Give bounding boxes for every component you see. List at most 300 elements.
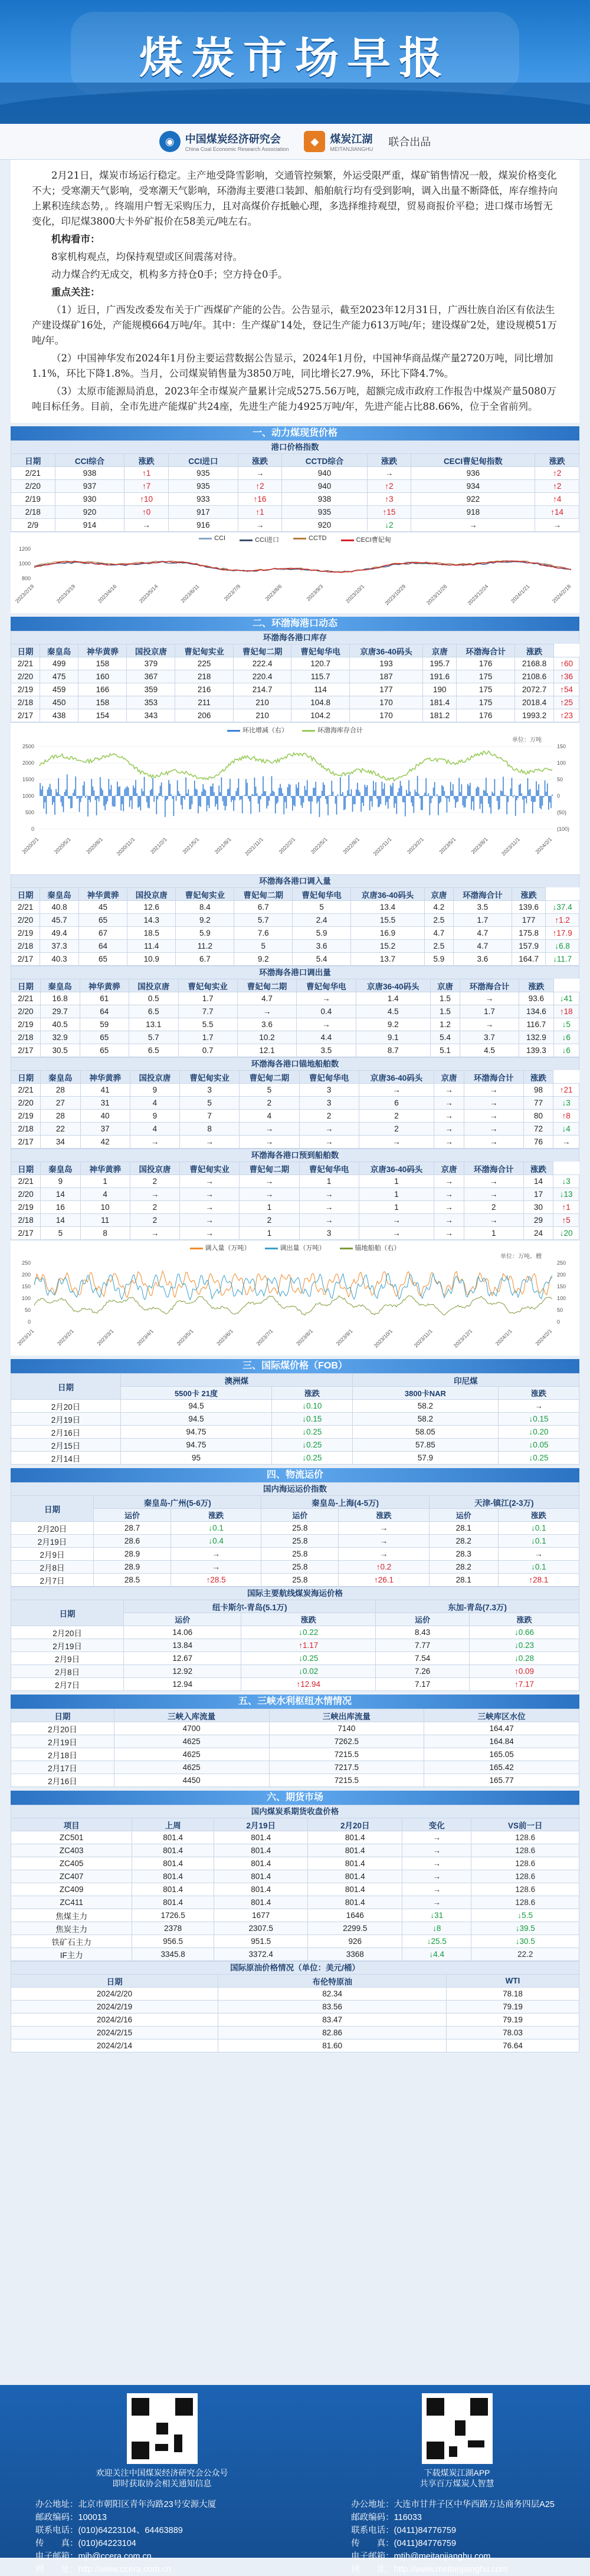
x-tick-label: 2020/2/1 xyxy=(21,836,40,856)
table-cell: 195.7 xyxy=(423,657,457,670)
table-row xyxy=(11,1561,579,1574)
y-tick-label: 1200 xyxy=(18,546,31,552)
col-header: 国投京唐 xyxy=(130,1071,179,1084)
col: 5500卡 21度 xyxy=(121,1387,272,1400)
legend-item xyxy=(341,535,391,544)
table-cell: ↓0.66 xyxy=(469,1626,579,1639)
table-cell: 1.5 xyxy=(431,992,460,1005)
table-cell: 76.64 xyxy=(447,2039,579,2052)
table-cell: 4.7 xyxy=(454,940,512,953)
y-tick-label: 0 xyxy=(557,1319,560,1325)
table-cell: 18.5 xyxy=(127,927,176,940)
table-cell: 12.6 xyxy=(127,901,176,914)
col-header: 曹妃甸二期 xyxy=(240,1071,299,1084)
table-cell: 801.4 xyxy=(214,1831,308,1844)
table-cell: 9.2 xyxy=(176,914,234,927)
table-cell: 3.6 xyxy=(237,1018,296,1031)
x-tick-label: 2023/11/26 xyxy=(425,583,448,606)
chart-legend xyxy=(11,532,579,544)
table-cell: 37.3 xyxy=(40,940,79,953)
x-tick-label: 2022/5/1 xyxy=(309,836,329,856)
table-row xyxy=(11,1574,579,1587)
col-date: 日期 xyxy=(11,1374,121,1400)
col-header: 涨跌 xyxy=(523,1071,553,1084)
table-cell: 28.7 xyxy=(94,1522,171,1535)
table-cell: 1726.5 xyxy=(132,1909,214,1922)
col-header: 涨跌 xyxy=(238,454,282,467)
y-tick-label: 50 xyxy=(24,1307,31,1313)
x-tick-label: 2023/10/1 xyxy=(345,583,366,604)
table-cell: ↓0.1 xyxy=(498,1561,579,1574)
table-cell: 16 xyxy=(41,1201,80,1214)
table-cell: 2月20日 xyxy=(11,1626,124,1639)
table-cell: → xyxy=(237,1005,296,1018)
table-cell: 2/19 xyxy=(11,1018,41,1031)
section-intl-price xyxy=(11,1359,579,1465)
table-cell: 2 xyxy=(359,1123,434,1136)
table-cell: 4 xyxy=(130,1123,179,1136)
table-cell: ↑1.17 xyxy=(241,1639,376,1652)
table-cell: 951.5 xyxy=(214,1935,308,1948)
table-cell: → xyxy=(299,1201,359,1214)
table-cell: 2.5 xyxy=(424,914,453,927)
col-header: 环渤海合计 xyxy=(460,979,519,992)
table-cell: 2月8日 xyxy=(11,1561,94,1574)
summary-h1: 机构看市： xyxy=(51,233,100,245)
table-cell: → xyxy=(299,1188,359,1201)
contact-line: 办公地址：北京市朝阳区青年沟路23号安源大厦 xyxy=(35,2500,217,2509)
legend-item xyxy=(227,725,288,735)
y-tick-label: 100 xyxy=(557,1295,566,1301)
table-cell: 40.3 xyxy=(40,953,79,966)
qr-code-icon[interactable] xyxy=(127,2393,198,2464)
table-cell: 177 xyxy=(512,914,545,927)
table-cell: 937 xyxy=(55,480,124,493)
table-cell: ↓4 xyxy=(553,1123,579,1136)
table-cell: 177 xyxy=(349,683,422,696)
legend-label: CCTD xyxy=(309,535,327,542)
table-cell: ↑14 xyxy=(535,506,579,519)
x-tick-label: 2023/12/24 xyxy=(466,583,490,607)
table-cell: 170 xyxy=(349,696,422,709)
table-cell: 166 xyxy=(78,683,127,696)
summary-p6: （3）太原市能源局消息，2023年全市煤炭产量累计完成5275.56万吨，超额完成市政府工作报告中煤炭产量5080万吨目标任务。目前，全市先进产能煤矿共24座，先进生产能力4925万吨/年，先进产能占比88.66%，位于全省前列。 xyxy=(32,386,556,412)
table-cell: → xyxy=(434,1084,464,1097)
col-header: 涨跌 xyxy=(519,979,553,992)
banner-band xyxy=(0,83,590,124)
ccera-emblem-icon: ◉ xyxy=(159,131,181,152)
col-header: 秦皇岛 xyxy=(41,1162,80,1175)
table-cell: → xyxy=(297,1018,356,1031)
table-cell: 3 xyxy=(180,1084,240,1097)
table-cell: ↓0.15 xyxy=(271,1413,352,1426)
legend-swatch xyxy=(293,538,306,539)
x-tick-label: 2023/8/1 xyxy=(295,1328,314,1347)
table-cell: 2/19 xyxy=(11,493,55,506)
table-cell: 1 xyxy=(359,1188,434,1201)
table-cell: 80 xyxy=(523,1110,553,1123)
table-row xyxy=(11,1227,579,1240)
table-cell: 2/19 xyxy=(11,927,40,940)
col-header: 三峡库区水位 xyxy=(424,1709,579,1722)
x-tick-label: 2024/2/18 xyxy=(551,583,572,604)
table-cell: 214.7 xyxy=(233,683,291,696)
table-cell: ↑0.09 xyxy=(469,1665,579,1678)
table-cell: 438 xyxy=(40,709,78,722)
table-cell: 79.19 xyxy=(447,2001,579,2014)
table-row xyxy=(11,493,579,506)
legend-item xyxy=(199,535,225,544)
table-cell: 191.6 xyxy=(423,670,457,683)
table-cell: ↑26.1 xyxy=(339,1574,429,1587)
table-cell: 2月9日 xyxy=(11,1548,94,1561)
table-cell: ↑25 xyxy=(554,696,579,709)
table-cell: → xyxy=(299,1214,359,1227)
table-cell: ZC501 xyxy=(11,1831,132,1844)
table-cell: 40.8 xyxy=(40,901,79,914)
table-cell: 94.75 xyxy=(121,1439,272,1452)
table-cell: 4625 xyxy=(114,1735,269,1748)
table-cell: 7262.5 xyxy=(269,1735,424,1748)
table-cell: 76 xyxy=(523,1136,553,1149)
x-tick-label: 2023/6/11 xyxy=(179,583,201,604)
table-cell: 128.6 xyxy=(471,1883,579,1896)
table-cell: 25.8 xyxy=(261,1535,339,1548)
table-cell: 28.3 xyxy=(429,1548,498,1561)
table-cell: 1 xyxy=(359,1175,434,1188)
table-cell: → xyxy=(460,992,519,1005)
col-header: 秦皇岛 xyxy=(41,1071,80,1084)
table-cell: 0.7 xyxy=(178,1044,237,1057)
table-cell: 64 xyxy=(80,1005,129,1018)
table-cell: ↑15 xyxy=(367,506,411,519)
col: 运价 xyxy=(124,1613,241,1626)
section-title: 一、动力煤现货价格 xyxy=(11,426,579,440)
col-header: 国投京唐 xyxy=(127,888,176,901)
y-tick-label: (50) xyxy=(557,810,567,815)
legend-swatch xyxy=(265,1248,278,1249)
table-cell: 61 xyxy=(80,992,129,1005)
table-cell: 175 xyxy=(457,670,515,683)
table-cell: 128.6 xyxy=(471,1896,579,1909)
table-cell: 164.7 xyxy=(512,953,545,966)
table-cell: 2024/2/16 xyxy=(11,2014,218,2026)
table-cell: 6 xyxy=(359,1097,434,1110)
table-cell: 2108.6 xyxy=(514,670,553,683)
x-tick-label: 2022/2/1 xyxy=(277,836,297,856)
y-tick-label: 1000 xyxy=(22,793,34,799)
table-cell: ↑2 xyxy=(535,467,579,480)
outflow-line xyxy=(34,1274,552,1300)
inflow-line xyxy=(34,1271,552,1298)
section-title: 二、环渤海港口动态 xyxy=(11,617,579,631)
table-cell: 2/18 xyxy=(11,696,40,709)
table-cell: ↑18 xyxy=(553,1005,579,1018)
table-cell: IF主力 xyxy=(11,1948,132,1961)
table-cell: → xyxy=(180,1201,240,1214)
table-row xyxy=(11,1005,579,1018)
col: 涨跌 xyxy=(498,1509,579,1522)
section-three-gorges xyxy=(11,1695,579,1787)
table-cell: ↑2 xyxy=(535,480,579,493)
col: 涨跌 xyxy=(241,1613,376,1626)
table-cell: 801.4 xyxy=(308,1896,402,1909)
table-cell: ↓2 xyxy=(367,519,411,532)
table-cell: 128.6 xyxy=(471,1870,579,1883)
table-row xyxy=(11,506,579,519)
table-cell: 9.1 xyxy=(356,1031,431,1044)
table-cell: 3.5 xyxy=(454,901,512,914)
table-cell: 933 xyxy=(168,493,238,506)
table-cell: ↑60 xyxy=(554,657,579,670)
table-row xyxy=(11,940,579,953)
table-row xyxy=(11,1452,579,1465)
table-cell: 128.6 xyxy=(471,1831,579,1844)
col-header: 京唐36-40码头 xyxy=(356,979,431,992)
table-cell: → xyxy=(402,1883,471,1896)
table-row xyxy=(11,480,579,493)
table-cell: → xyxy=(339,1522,429,1535)
table-cell: ↓0.23 xyxy=(469,1639,579,1652)
table-cell: 5 xyxy=(234,940,293,953)
table-cell: ↓0.4 xyxy=(171,1535,261,1548)
x-tick-label: 2023/7/9 xyxy=(222,583,242,603)
table-cell: 5 xyxy=(180,1097,240,1110)
x-tick-label: 2020/5/1 xyxy=(53,836,72,856)
table-cell: 5.5 xyxy=(178,1018,237,1031)
table-cell: 935 xyxy=(168,480,238,493)
col-header: 涨跌 xyxy=(367,454,411,467)
table-cell: 29 xyxy=(523,1214,553,1227)
table-cell: 379 xyxy=(127,657,175,670)
table-cell: 10.9 xyxy=(127,953,176,966)
table-cell: 2299.5 xyxy=(308,1922,402,1935)
table-cell: 0.5 xyxy=(129,992,179,1005)
table-row xyxy=(11,1883,579,1896)
table-caption: 环渤海各港口调出量 xyxy=(11,966,579,979)
col-header: 秦皇岛 xyxy=(40,979,80,992)
anchorage-ships-table xyxy=(11,1070,579,1149)
table-cell: 4.5 xyxy=(356,1005,431,1018)
table-cell: 65 xyxy=(80,1031,129,1044)
table-cell: 2月16日 xyxy=(11,1426,121,1439)
table-cell: 157.9 xyxy=(512,940,545,953)
legend-label: 锚地船舶（右） xyxy=(355,1245,401,1252)
table-cell: 焦炭主力 xyxy=(11,1922,132,1935)
table-cell: 22 xyxy=(41,1123,80,1136)
table-cell: 28.9 xyxy=(94,1548,171,1561)
table-cell: 2 xyxy=(240,1214,299,1227)
table-cell: → xyxy=(411,519,535,532)
x-tick-label: 2021/5/1 xyxy=(181,836,201,856)
table-row xyxy=(11,1678,579,1691)
crude-oil-table xyxy=(11,1974,579,2052)
org1-name: 中国煤炭经济研究会 xyxy=(185,133,281,145)
table-cell: ↓5 xyxy=(553,1018,579,1031)
col: 运价 xyxy=(261,1509,339,1522)
table-cell: 2/21 xyxy=(11,901,40,914)
table-cell: 216 xyxy=(175,683,234,696)
port-inflow-table xyxy=(11,887,579,966)
table-cell: 17 xyxy=(523,1188,553,1201)
table-cell: 6.5 xyxy=(129,1044,179,1057)
x-tick-label: 2024/1/1 xyxy=(494,1328,513,1347)
y-tick-label: 100 xyxy=(557,760,566,766)
table-row xyxy=(11,1123,579,1136)
table-cell: ↑0.2 xyxy=(339,1561,429,1574)
col-header: 神华黄骅 xyxy=(80,979,129,992)
table-cell: 2 xyxy=(299,1110,359,1123)
table-cell: 4625 xyxy=(114,1761,269,1774)
col-header: 曹妃甸二期 xyxy=(237,979,296,992)
col-header: 京唐36-40码头 xyxy=(349,644,422,657)
table-cell: → xyxy=(464,1188,523,1201)
series-line xyxy=(34,561,571,573)
table-row xyxy=(11,1896,579,1909)
col: 涨跌 xyxy=(271,1387,352,1400)
table-cell: 2/20 xyxy=(11,480,55,493)
table-cell: ↓0.25 xyxy=(499,1452,579,1465)
table-cell: 5.4 xyxy=(293,953,351,966)
ccera-logo xyxy=(159,131,289,152)
table-cell: 12.1 xyxy=(237,1044,296,1057)
table-cell: 82.86 xyxy=(218,2026,447,2039)
table-cell: 914 xyxy=(55,519,124,532)
table-cell: 104.8 xyxy=(291,696,350,709)
table-cell: 25.8 xyxy=(261,1561,339,1574)
table-cell: 4.4 xyxy=(297,1031,356,1044)
table-cell: 28.1 xyxy=(429,1574,498,1587)
table-cell: 128.6 xyxy=(471,1857,579,1870)
col-header: 京唐36-40码头 xyxy=(359,1162,434,1175)
table-cell: ↑10 xyxy=(124,493,169,506)
table-cell: 83.47 xyxy=(218,2014,447,2026)
table-cell: 焦煤主力 xyxy=(11,1909,132,1922)
table-cell: 13.1 xyxy=(129,1018,179,1031)
table-cell: 0.4 xyxy=(297,1005,356,1018)
col-header: 日期 xyxy=(11,979,41,992)
legend-swatch xyxy=(227,730,240,732)
table-row xyxy=(11,1935,579,1948)
table-cell: 5.9 xyxy=(176,927,234,940)
table-row xyxy=(11,1136,579,1149)
table-cell: → xyxy=(402,1896,471,1909)
table-row xyxy=(11,1722,579,1735)
table-row xyxy=(11,914,579,927)
table-cell: 4 xyxy=(80,1188,130,1201)
table-cell: 28.5 xyxy=(94,1574,171,1587)
table-cell: → xyxy=(367,467,411,480)
expected-ships-table xyxy=(11,1162,579,1240)
table-cell: 3372.4 xyxy=(214,1948,308,1961)
table-cell: 920 xyxy=(55,506,124,519)
table-cell: → xyxy=(464,1097,523,1110)
x-tick-label: 2023/2/1 xyxy=(406,836,425,856)
table-cell: ZC403 xyxy=(11,1844,132,1857)
contact-line: 网 址：http://www.meitanjianghu.com xyxy=(351,2565,508,2574)
table-cell: 218 xyxy=(175,670,234,683)
table-cell: → xyxy=(180,1175,240,1188)
table-cell: ↓0.25 xyxy=(271,1452,352,1465)
table-row xyxy=(11,1097,579,1110)
table-cell: 2月17日 xyxy=(11,1761,114,1774)
table-cell: 9 xyxy=(41,1175,80,1188)
x-tick-label: 2023/2/1 xyxy=(56,1328,75,1347)
col-header: 涨跌 xyxy=(523,1162,553,1175)
table-cell: → xyxy=(359,1214,434,1227)
x-tick-label: 2023/4/16 xyxy=(97,583,118,604)
legend-item xyxy=(265,1243,326,1252)
y-tick-label: 0 xyxy=(31,826,34,832)
table-row xyxy=(11,657,579,670)
table-cell: 94.75 xyxy=(121,1426,272,1439)
table-cell: 175 xyxy=(457,683,515,696)
table-cell: 30 xyxy=(523,1201,553,1214)
table-caption: 国际原油价格情况（单位：美元/桶） xyxy=(11,1961,579,1974)
three-gorges-table xyxy=(11,1709,579,1787)
table-cell: 2/19 xyxy=(11,1110,41,1123)
table-cell: 2/18 xyxy=(11,940,40,953)
table-cell: 6.7 xyxy=(234,901,293,914)
table-cell: → xyxy=(180,1227,240,1240)
qr-block-app xyxy=(420,2393,494,2489)
table-cell: 5.7 xyxy=(234,914,293,927)
table-cell: 4.7 xyxy=(424,927,453,940)
table-cell: 2 xyxy=(130,1175,179,1188)
col-header: 京唐 xyxy=(423,644,457,657)
table-cell: 59 xyxy=(80,1018,129,1031)
table-row xyxy=(11,1110,579,1123)
table-cell: 2.5 xyxy=(424,940,453,953)
x-tick-label: 2023/8/6 xyxy=(264,583,283,603)
group: 天津-镇江(2-3万) xyxy=(429,1496,579,1509)
contact-line: 联系电话：(0411)84776759 xyxy=(351,2526,457,2535)
table-cell: 2/20 xyxy=(11,1188,41,1201)
table-cell: 801.4 xyxy=(214,1883,308,1896)
org2-en: MEITANJIANGHU xyxy=(330,146,373,152)
logo-bar xyxy=(0,124,590,160)
col-header: 京唐36-40码头 xyxy=(359,1071,434,1084)
x-tick-label: 2021/2/1 xyxy=(149,836,168,856)
col-header: 神华黄骅 xyxy=(78,644,127,657)
table-cell: ↓0.1 xyxy=(171,1522,261,1535)
table-cell: 8.43 xyxy=(376,1626,470,1639)
table-cell: 16.8 xyxy=(40,992,80,1005)
table-cell: 37 xyxy=(80,1123,130,1136)
table-cell: 210 xyxy=(233,696,291,709)
x-tick-label: 2023/5/1 xyxy=(175,1328,195,1347)
table-cell: 1.7 xyxy=(454,914,512,927)
y-tick-label: 800 xyxy=(21,575,31,581)
flow-chart xyxy=(11,1240,579,1356)
table-cell: ZC409 xyxy=(11,1883,132,1896)
legend-item xyxy=(293,535,327,544)
legend-item xyxy=(190,1243,251,1252)
table-row xyxy=(11,1201,579,1214)
table-cell: 45.7 xyxy=(40,914,79,927)
table-cell: 459 xyxy=(40,683,78,696)
table-cell: 2/21 xyxy=(11,467,55,480)
table-cell: 4700 xyxy=(114,1722,269,1735)
qr-code-icon[interactable] xyxy=(422,2393,493,2464)
table-row xyxy=(11,1044,579,1057)
table-cell: ↓6 xyxy=(553,1031,579,1044)
table-cell: 31 xyxy=(80,1097,130,1110)
table-cell: 81.60 xyxy=(218,2039,447,2052)
org2-name: 煤炭江湖 xyxy=(330,133,373,145)
table-cell: → xyxy=(359,1227,434,1240)
table-cell: 30.5 xyxy=(40,1044,80,1057)
